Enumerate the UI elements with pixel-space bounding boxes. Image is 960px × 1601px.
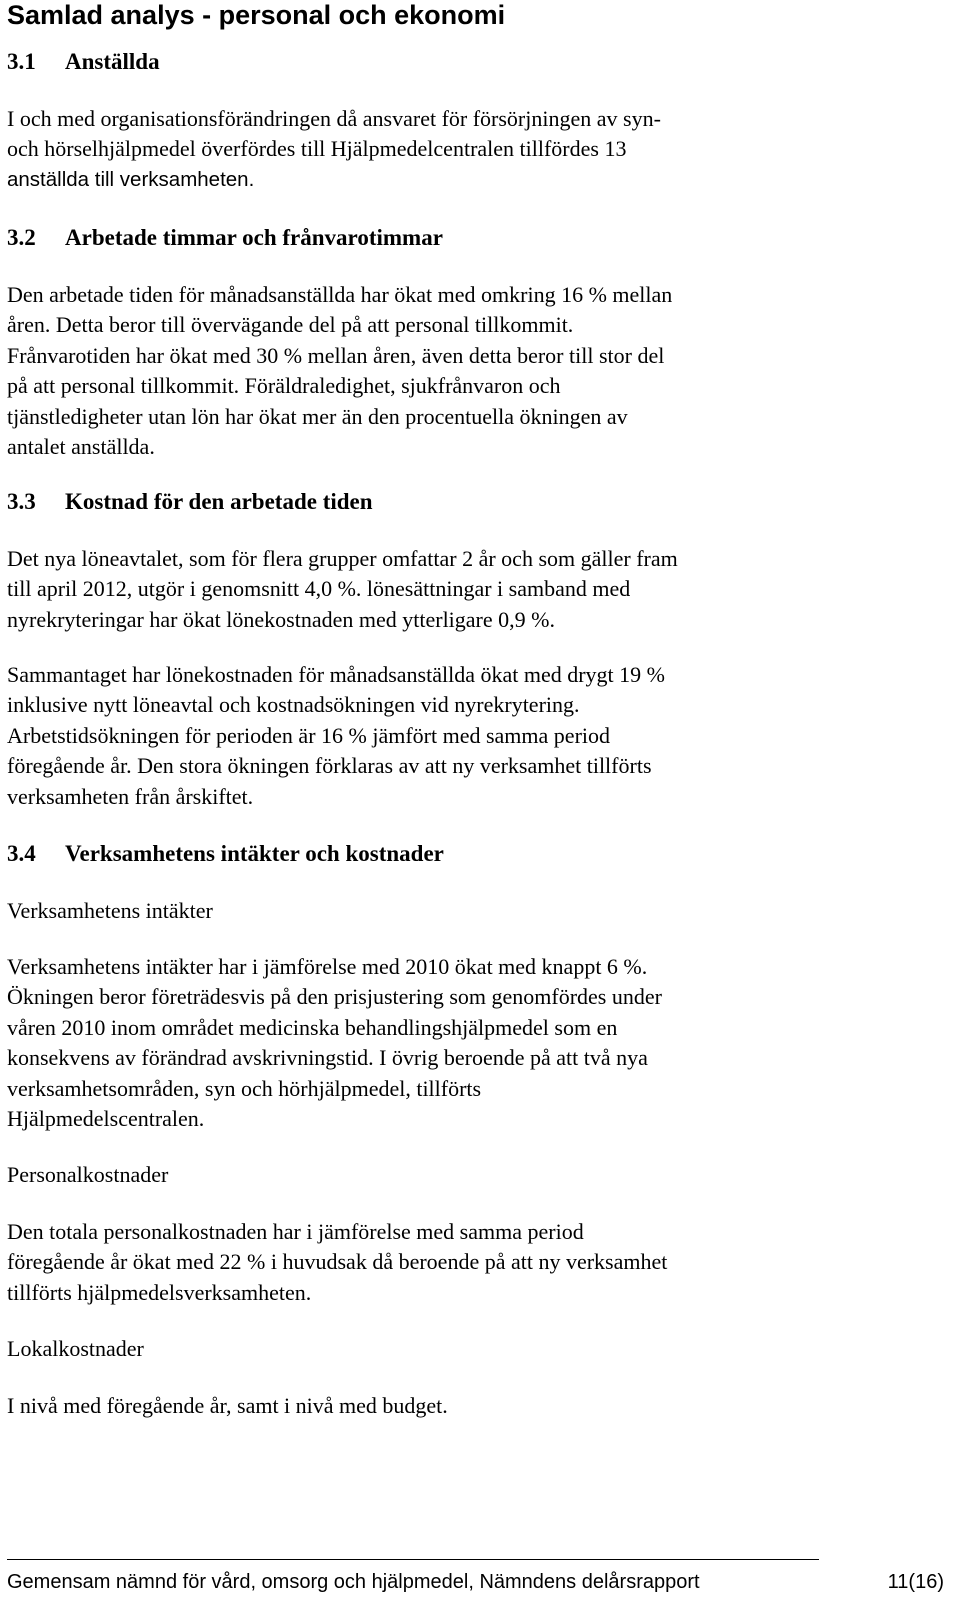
section-number: 3.4: [7, 841, 36, 866]
section-3-2-paragraph: [7, 280, 907, 462]
text-line: Den arbetade tiden för månadsanställda har ökat med omkring 16 % mellan: [7, 282, 673, 307]
text-line: åren. Detta beror till övervägande del på att personal tillkommit.: [7, 312, 574, 338]
page-number: 11(16): [887, 1571, 944, 1593]
text-line: föregående år. Den stora ökningen förklaras av att ny verksamhet tillförts: [7, 753, 652, 779]
section-title: Kostnad för den arbetade tiden: [65, 489, 373, 514]
text-line: Arbetstidsökningen för perioden är 16 % jämfört med samma period: [7, 722, 611, 748]
text-line: Sammantaget har lönekostnaden för månadsanställda ökat med drygt 19 %: [7, 662, 665, 687]
text-line: föregående år ökat med 22 % i huvudsak då beroende på att ny verksamhet: [7, 1249, 668, 1275]
text-line: Ökningen beror företrädesvis på den prisjustering som genomfördes under: [7, 984, 662, 1010]
section-heading-3-4: [7, 840, 444, 868]
text-line: tjänstledigheter utan lön har ökat mer än den procentuella ökningen av: [7, 403, 628, 429]
text-line: verksamhetsområden, syn och hörhjälpmedel, tillförts: [7, 1075, 482, 1101]
text-line: våren 2010 inom området medicinska behandlingshjälpmedel som en: [7, 1014, 618, 1040]
section-heading-3-1: [7, 48, 160, 76]
section-number: 3.3: [7, 489, 36, 514]
text-line: verksamheten från årskiftet.: [7, 783, 254, 809]
subheading-personnel-costs: Personalkostnader: [7, 1162, 169, 1187]
text-line: konsekvens av förändrad avskrivningstid. I övrig beroende på att två nya: [7, 1045, 648, 1071]
text-line: anställda till verksamheten.: [7, 167, 255, 191]
text-line: I nivå med föregående år, samt i nivå med budget.: [7, 1393, 448, 1418]
subheading-premises-costs: Lokalkostnader: [7, 1336, 144, 1361]
text-line: på att personal tillkommit. Föräldraledighet, sjukfrånvaron och: [7, 373, 561, 399]
premises-costs-paragraph: [7, 1391, 907, 1421]
text-line: Verksamhetens intäkter har i jämförelse med 2010 ökat med knappt 6 %.: [7, 954, 648, 979]
section-3-3-paragraph-1: [7, 544, 907, 635]
text-line: I och med organisationsförändringen då ansvaret för försörjningen av syn-: [7, 106, 661, 131]
text-line: antalet anställda.: [7, 433, 155, 459]
section-3-3-paragraph-2: [7, 660, 907, 812]
text-line: och hörselhjälpmedel överfördes till Hjälpmedelcentralen tillfördes 13: [7, 136, 627, 162]
personnel-costs-paragraph: [7, 1217, 907, 1308]
section-heading-3-3: [7, 488, 373, 516]
footer-divider: [7, 1559, 819, 1560]
section-number: 3.1: [7, 49, 36, 74]
section-number: 3.2: [7, 225, 36, 250]
text-line: Den totala personalkostnaden har i jämförelse med samma period: [7, 1219, 584, 1244]
text-line: till april 2012, utgör i genomsnitt 4,0 %. lönesättningar i samband med: [7, 576, 631, 602]
page-title: Samlad analys - personal och ekonomi: [7, 0, 506, 30]
section-3-1-paragraph: [7, 104, 907, 195]
section-title: Anställda: [65, 49, 160, 74]
subheading-revenue: Verksamhetens intäkter: [7, 898, 213, 923]
revenue-paragraph: [7, 952, 907, 1134]
text-line: tillförts hjälpmedelsverksamheten.: [7, 1279, 312, 1305]
section-title: Verksamhetens intäkter och kostnader: [65, 841, 444, 866]
footer-text: Gemensam nämnd för vård, omsorg och hjälpmedel, Nämndens delårsrapport: [7, 1571, 700, 1593]
text-line: Frånvarotiden har ökat med 30 % mellan åren, även detta beror till stor del: [7, 342, 665, 368]
section-heading-3-2: [7, 224, 443, 252]
section-title: Arbetade timmar och frånvarotimmar: [65, 225, 443, 250]
text-line: Hjälpmedelscentralen.: [7, 1105, 205, 1131]
text-line: Det nya löneavtalet, som för flera grupper omfattar 2 år och som gäller fram: [7, 546, 678, 571]
text-line: nyrekryteringar har ökat lönekostnaden med ytterligare 0,9 %.: [7, 606, 555, 632]
text-line: inklusive nytt löneavtal och kostnadsökningen vid nyrekrytering.: [7, 692, 580, 718]
